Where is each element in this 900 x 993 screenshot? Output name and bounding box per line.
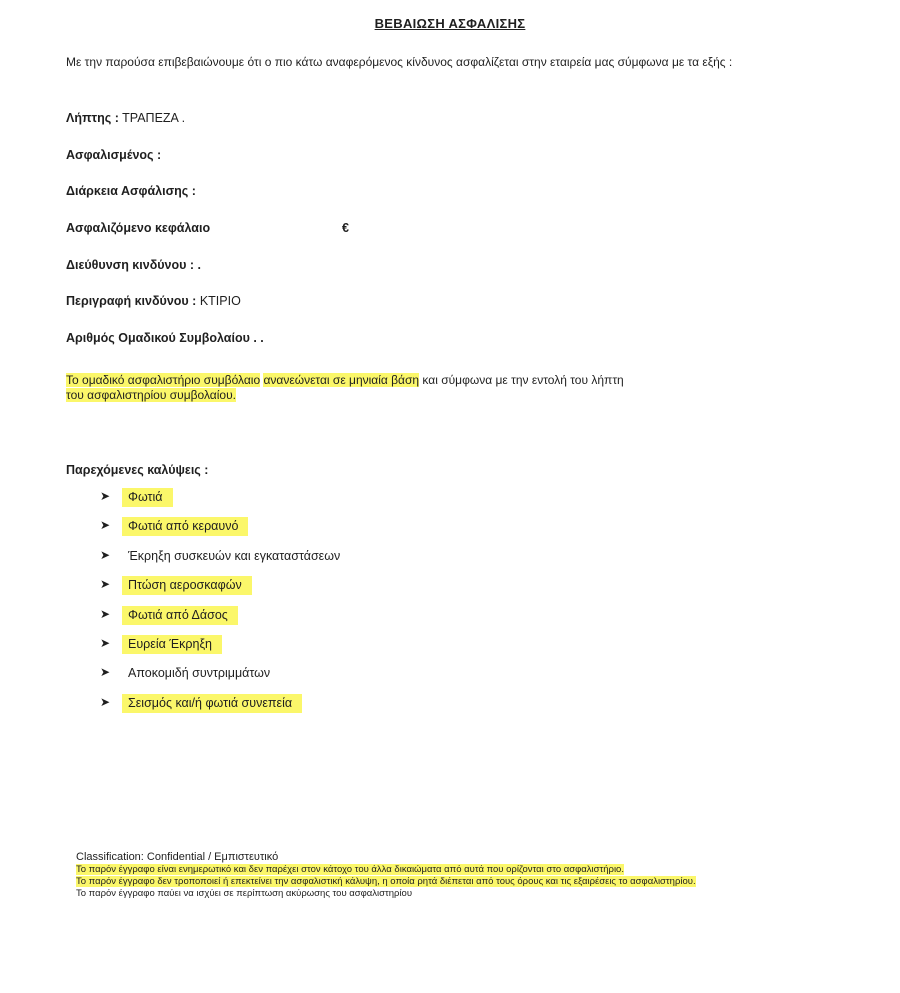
insured-field [66,148,161,162]
coverages-title: Παρεχόμενες καλύψεις : [66,463,209,477]
coverage-label: Ευρεία Έκρηξη [122,635,222,654]
coverage-label: Έκρηξη συσκευών και εγκαταστάσεων [128,548,341,563]
description-field [66,294,241,308]
recipient-value: ΤΡΑΠΕΖΑ . [122,111,186,125]
coverage-label: Φωτιά [122,488,173,507]
renewal-text: και σύμφωνα με την εντολή του λήπτη [419,373,624,387]
arrow-bullet-icon: ➤ [100,577,111,592]
coverage-label: Αποκομιδή συντριμμάτων [128,666,271,681]
coverage-item [100,635,350,664]
arrow-bullet-icon: ➤ [100,665,111,680]
capital-label: Ασφαλιζόμενο κεφάλαιο [66,221,211,235]
group-policy-field [66,331,264,345]
capital-currency: € [342,221,349,235]
arrow-bullet-icon: ➤ [100,518,111,533]
arrow-bullet-icon: ➤ [100,606,111,621]
coverage-item [100,664,350,693]
renewal-highlight-3: του ασφαλιστηρίου συμβολαίου. [66,388,236,402]
coverages-list [100,488,350,723]
recipient-label: Λήπτης : [66,111,119,125]
recipient-field [66,111,185,125]
coverage-item [100,694,350,723]
coverage-item [100,517,350,546]
group-policy-label: Αριθμός Ομαδικού Συμβολαίου . . [66,331,264,345]
coverage-label: Πτώση αεροσκαφών [122,576,252,595]
coverage-item [100,576,350,605]
document-title: ΒΕΒΑΙΩΣΗ ΑΣΦΑΛΙΣΗΣ [374,16,526,31]
description-label: Περιγραφή κινδύνου : [66,294,197,308]
renewal-highlight-2: ανανεώνεται σε μηνιαία βάση [263,373,420,387]
arrow-bullet-icon: ➤ [100,489,111,503]
address-label: Διεύθυνση κινδύνου : . [66,258,202,272]
disclaimer-line-1: Το παρόν έγγραφο είναι ενημερωτικό και δεν παρέχει στον κάτοχο του άλλα δικαιώματα από αυτά που ορίζονται στο ασφαλιστήριο. [76,864,624,875]
coverage-label: Σεισμός και/ή φωτιά συνεπεία [122,694,302,713]
arrow-bullet-icon: ➤ [100,635,111,650]
classification-label: Classification: Confidential / Εμπιστευτικό [76,851,279,863]
arrow-bullet-icon: ➤ [100,694,111,709]
coverage-label: Φωτιά από κεραυνό [122,517,248,536]
intro-text: Με την παρούσα επιβεβαιώνουμε ότι ο πιο κάτω αναφερόμενος κίνδυνος ασφαλίζεται στην εταιρεία μας σύμφωνα με τα εξής : [66,55,733,69]
insured-label: Ασφαλισμένος : [66,148,162,162]
arrow-bullet-icon: ➤ [100,547,111,562]
disclaimer-line-2: Το παρόν έγγραφο δεν τροποποιεί ή επεκτείνει την ασφαλιστική κάλυψη, η οποία ρητά διέπεται από τους όρους και τις εξαιρέσεις το ασφαλιστηρίου. [76,876,696,887]
description-value: ΚΤΙΡΙΟ [199,294,241,308]
coverage-item [100,606,350,635]
duration-label: Διάρκεια Ασφάλισης : [66,184,196,198]
coverage-item [100,547,350,576]
duration-field [66,184,196,198]
disclaimer-line-3: Το παρόν έγγραφο παύει να ισχύει σε περίπτωση ακύρωσης του ασφαλιστηρίου [76,888,413,899]
renewal-paragraph [66,373,856,403]
coverage-label: Φωτιά από Δάσος [122,606,238,625]
coverage-item [100,488,350,517]
capital-field [66,221,349,235]
address-field [66,258,201,272]
footer-disclaimer [76,851,876,900]
renewal-highlight-1: Το ομαδικό ασφαλιστήριο συμβόλαιο [66,373,261,387]
